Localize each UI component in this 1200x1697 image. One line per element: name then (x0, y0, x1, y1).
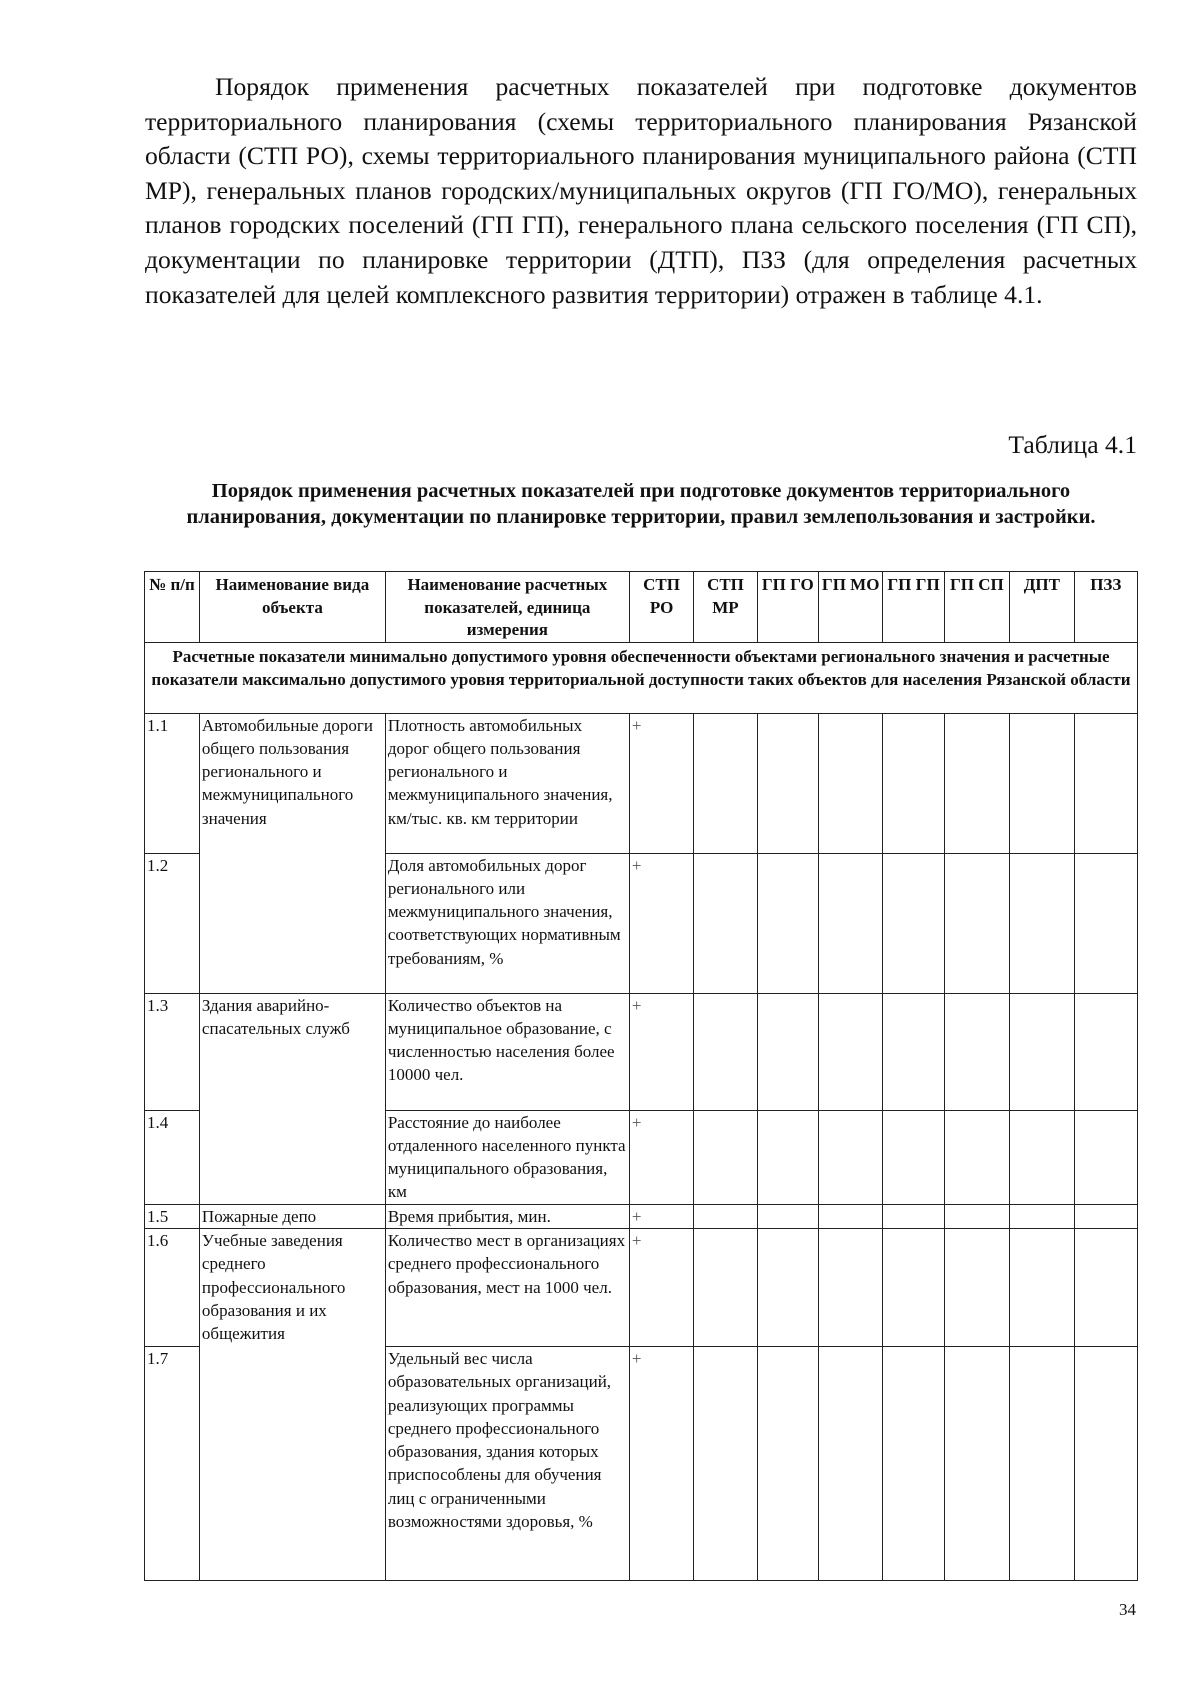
header-indicator: Наименование расчетных показателей, единица измерения (385, 572, 629, 643)
row-mark-stp-ro: + (629, 993, 693, 1110)
row-object: Здания аварийно-спасательных служб (199, 993, 385, 1204)
row-indicator: Расстояние до наиболее отдаленного населенного пункта муниципального образования, км (385, 1110, 629, 1204)
row-indicator: Количество объектов на муниципальное образование, с численностью населения более 10000 чел. (385, 993, 629, 1110)
header-stp-ro: СТП РО (629, 572, 693, 643)
header-dpt: ДПТ (1010, 572, 1074, 643)
row-mark-stp-ro: + (629, 1204, 693, 1228)
header-object: Наименование вида объекта (199, 572, 385, 643)
row-indicator: Удельный вес числа образовательных организаций, реализующих программы среднего профессионального образования, здания которых приспособлены для обучения лиц с ограниченными возможностями здоровья, % (385, 1346, 629, 1580)
row-indicator: Плотность автомобильных дорог общего пользования регионального и межмуниципального значения, км/тыс. кв. км территории (385, 713, 629, 853)
row-indicator: Время прибытия, мин. (385, 1204, 629, 1228)
section-title: Расчетные показатели минимально допустимого уровня обеспеченности объектами регионального значения и расчетные показатели максимально допустимого уровня территориальной доступности таких объектов для населения Рязанской области (145, 642, 1138, 713)
row-num: 1.5 (145, 1204, 200, 1228)
header-gp-mo: ГП МО (818, 572, 882, 643)
row-mark-stp-ro: + (629, 1228, 693, 1346)
table-row (145, 1204, 1138, 1228)
row-indicator: Доля автомобильных дорог регионального или межмуниципального значения, соответствующих нормативным требованиям, % (385, 853, 629, 993)
row-num: 1.7 (145, 1346, 200, 1580)
page-number: 34 (1119, 1600, 1136, 1619)
row-mark-stp-ro: + (629, 713, 693, 853)
row-num: 1.4 (145, 1110, 200, 1204)
row-object: Пожарные депо (199, 1204, 385, 1228)
row-mark-stp-ro: + (629, 853, 693, 993)
header-num: № п/п (145, 572, 200, 643)
row-object: Учебные заведения среднего профессионального образования и их общежития (199, 1228, 385, 1580)
header-gp-gp: ГП ГП (883, 572, 944, 643)
row-num: 1.1 (145, 713, 200, 853)
table-label: Таблица 4.1 (1008, 430, 1137, 459)
row-mark-stp-ro: + (629, 1110, 693, 1204)
row-indicator: Количество мест в организациях среднего профессионального образования, мест на 1000 чел. (385, 1228, 629, 1346)
table-title: Порядок применения расчетных показателей при подготовке документов территориального планирования, документации по планировке территории, правил землепользования и застройки. (186, 480, 1096, 528)
header-stp-mr: СТП МР (694, 572, 757, 643)
row-num: 1.6 (145, 1228, 200, 1346)
row-num: 1.2 (145, 853, 200, 993)
header-gp-go: ГП ГО (757, 572, 818, 643)
section-row (145, 642, 1138, 713)
header-pzz: ПЗЗ (1074, 572, 1137, 643)
intro-paragraph: Порядок применения расчетных показателей при подготовке документов территориального планирования (схемы территориального планирования Рязанской области (СТП РО), схемы территориального планирования муниципального района (СТП МР), генеральных планов городских/муниципальных округов (ГП ГО/МО), генеральных планов городских поселений (ГП ГП), генерального плана сельского поселения (ГП СП), документации по планировке территории (ДТП), ПЗЗ (для определения расчетных показателей для целей комплексного развития территории) отражен в таблице 4.1. (145, 72, 1137, 309)
table-row (145, 713, 1138, 853)
table-row (145, 993, 1138, 1110)
table-header-row (145, 572, 1138, 643)
table-row (145, 1228, 1138, 1346)
row-num: 1.3 (145, 993, 200, 1110)
indicators-table (144, 571, 1138, 1581)
row-object: Автомобильные дороги общего пользования регионального и межмуниципального значения (199, 713, 385, 993)
header-gp-sp: ГП СП (944, 572, 1009, 643)
row-mark-stp-ro: + (629, 1346, 693, 1580)
